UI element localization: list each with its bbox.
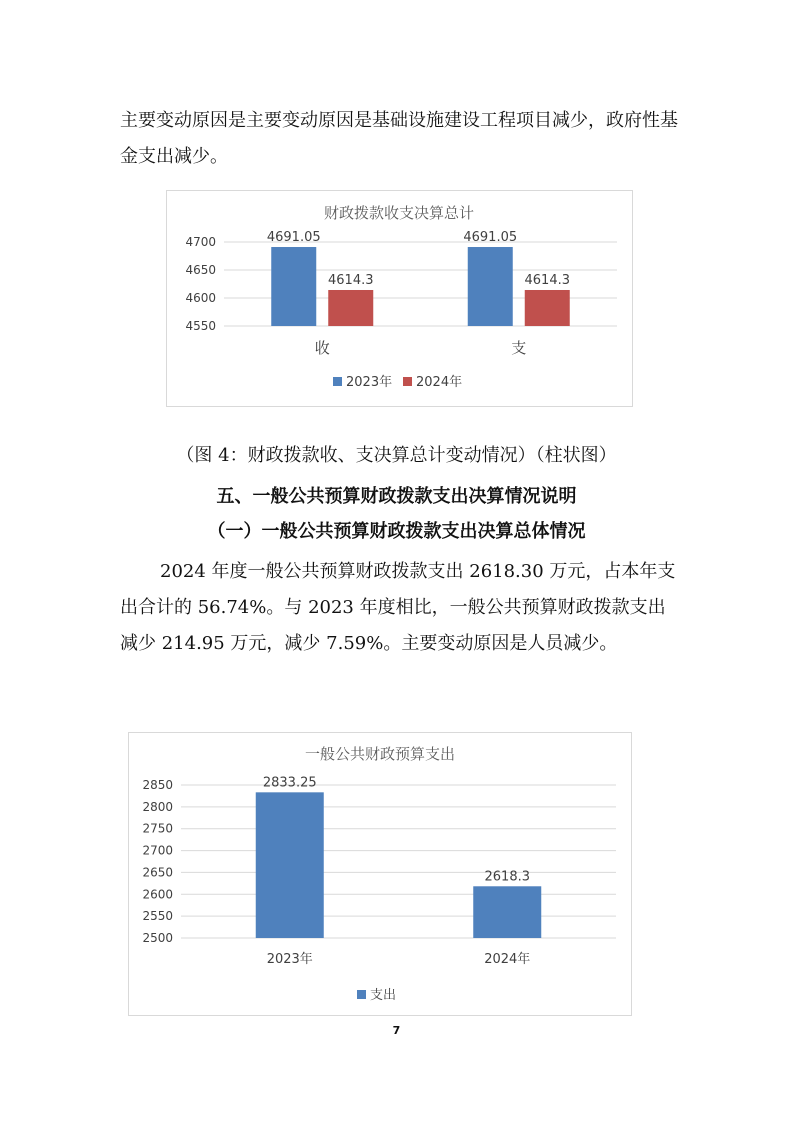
chart-income-expense-total xyxy=(166,190,633,407)
y-tick-label: 4700 xyxy=(185,235,216,249)
data-label: 4614.3 xyxy=(328,272,374,288)
body-paragraph: 2024 年度一般公共预算财政拨款支出 2618.30 万元，占本年支出合计的 56.74%。与 2023 年度相比，一般公共预算财政拨款支出减少 214.95 万元，减少 7.59%。主要变动原因是人员减少。 xyxy=(120,561,676,654)
legend-swatch xyxy=(333,377,342,386)
bar xyxy=(473,886,541,938)
y-tick-label: 2650 xyxy=(142,865,173,880)
y-tick-label: 2600 xyxy=(142,887,173,902)
data-label: 2833.25 xyxy=(262,775,317,791)
legend-swatch xyxy=(357,990,366,999)
bar xyxy=(256,792,324,938)
y-tick-label: 2550 xyxy=(142,909,173,924)
figure4-caption: （图 4：财政拨款收、支决算总计变动情况）（柱状图） xyxy=(176,445,617,466)
bar xyxy=(271,247,316,326)
y-tick-label: 4600 xyxy=(185,291,216,305)
chart-general-budget-svg xyxy=(129,733,631,1015)
subsection-heading: （一）一般公共预算财政拨款支出决算总体情况 xyxy=(207,521,586,542)
legend-label: 2024年 xyxy=(416,375,463,390)
chart-income-expense-svg xyxy=(167,191,632,406)
legend-swatch xyxy=(403,377,412,386)
page-number: 7 xyxy=(392,1024,401,1037)
bar xyxy=(525,290,570,326)
y-tick-label: 2750 xyxy=(142,821,173,836)
y-tick-label: 2850 xyxy=(142,778,173,792)
y-tick-label: 4650 xyxy=(185,263,216,277)
y-tick-label: 2700 xyxy=(142,843,173,858)
bar xyxy=(328,290,373,326)
legend-label: 支出 xyxy=(370,988,397,1003)
category-label: 支 xyxy=(511,339,527,357)
section-heading: 五、一般公共预算财政拨款支出决算情况说明 xyxy=(216,486,577,507)
chart-general-budget-expense xyxy=(128,732,632,1016)
chart-title: 财政拨款收支决算总计 xyxy=(323,204,475,222)
category-label: 收 xyxy=(314,339,330,357)
y-tick-label: 4550 xyxy=(185,319,216,333)
chart-title: 一般公共财政预算支出 xyxy=(304,745,456,763)
y-tick-label: 2800 xyxy=(142,799,173,814)
intro-paragraph: 主要变动原因是主要变动原因是基础设施建设工程项目减少，政府性基金支出减少。 xyxy=(120,110,678,167)
data-label: 4691.05 xyxy=(266,230,321,246)
category-label: 2024年 xyxy=(484,952,531,967)
bar xyxy=(468,247,513,326)
category-label: 2023年 xyxy=(266,952,313,967)
y-tick-label: 2500 xyxy=(142,931,173,945)
data-label: 2618.3 xyxy=(484,869,530,885)
data-label: 4614.3 xyxy=(524,272,570,288)
legend-label: 2023年 xyxy=(346,375,393,390)
data-label: 4691.05 xyxy=(463,230,518,246)
